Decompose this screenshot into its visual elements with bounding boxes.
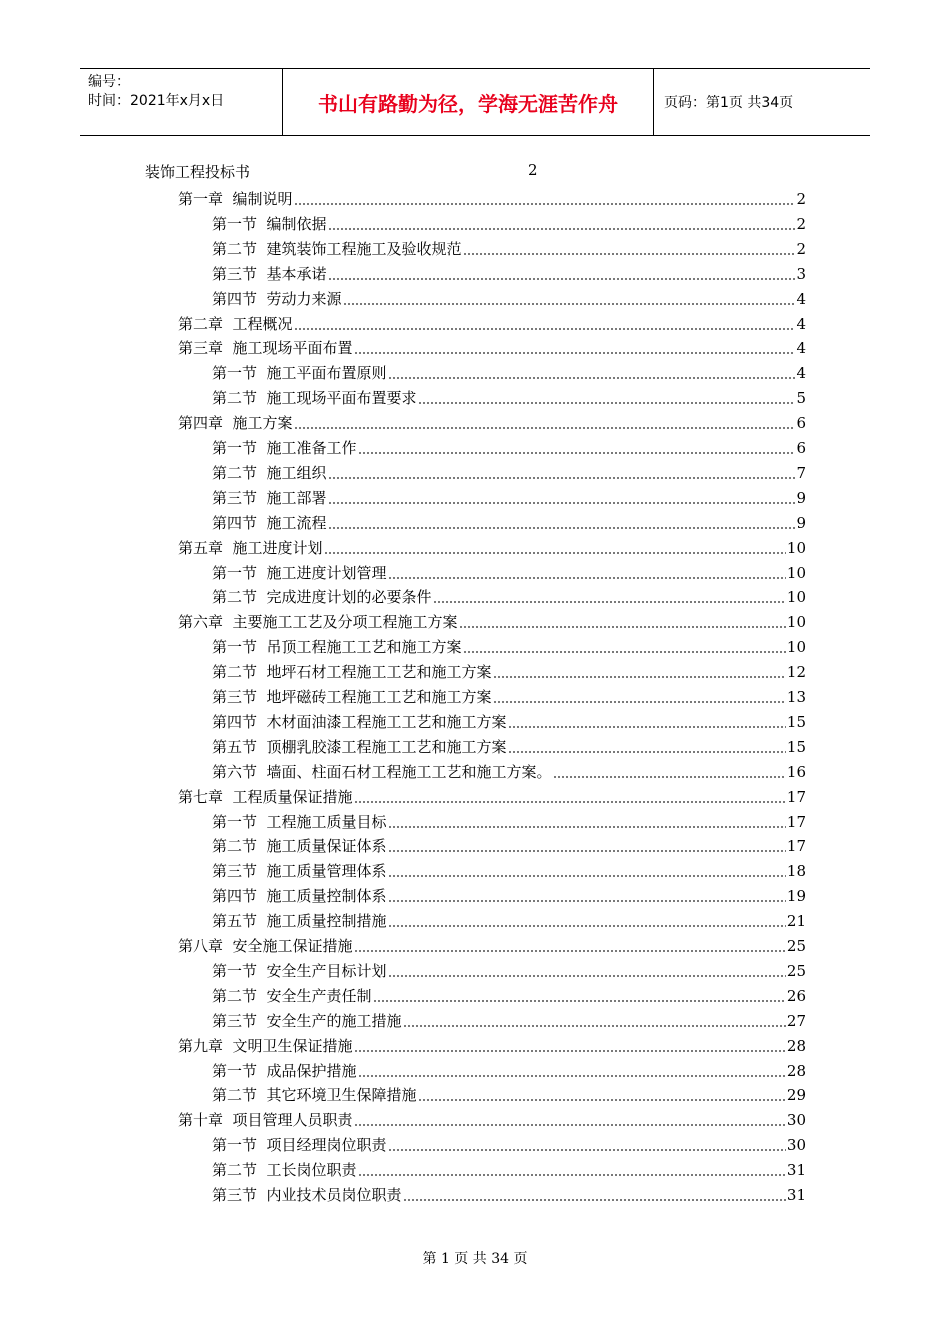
- toc-section-entry[interactable]: [212, 831, 806, 855]
- toc-page-number: 26: [786, 986, 806, 1005]
- toc-page-number: 2: [796, 190, 806, 208]
- toc-page-number: 25: [786, 961, 806, 980]
- toc-entry-title: 第六节 墙面、柱面石材工程施工工艺和施工方案。: [212, 762, 552, 781]
- toc-dot-leader: [373, 1000, 786, 1002]
- toc-dot-leader: [328, 477, 796, 479]
- toc-dot-leader: [358, 452, 796, 454]
- toc-entry-title: 第一节 施工平面布置原则: [212, 364, 387, 383]
- toc-chapter-entry[interactable]: [178, 333, 806, 357]
- toc-section-entry[interactable]: [212, 358, 806, 382]
- toc-entry-title: 第一节 吊顶工程施工工艺和施工方案: [212, 638, 462, 657]
- toc-section-entry[interactable]: [212, 558, 806, 582]
- toc-entry-title: 第九章 文明卫生保证措施: [178, 1036, 353, 1055]
- toc-section-entry[interactable]: [212, 1155, 806, 1179]
- toc-section-entry[interactable]: [212, 508, 806, 532]
- toc-section-entry[interactable]: [212, 881, 806, 905]
- toc-dot-leader: [324, 552, 786, 554]
- toc-dot-leader: [508, 726, 786, 728]
- toc-page-number: 3: [796, 264, 806, 283]
- toc-dot-leader: [358, 1174, 786, 1176]
- toc-entry-title: 第四节 木材面油漆工程施工工艺和施工方案: [212, 712, 507, 731]
- toc-dot-leader: [294, 328, 796, 330]
- toc-page-number: 30: [786, 1111, 806, 1130]
- toc-page-number: 10: [786, 613, 806, 632]
- toc-page-number: 4: [796, 314, 806, 333]
- toc-entry-title: 第一节 成品保护措施: [212, 1061, 357, 1080]
- toc-page-number: 6: [796, 414, 806, 433]
- toc-dot-leader: [294, 203, 796, 205]
- toc-dot-leader: [403, 1199, 786, 1201]
- toc-entry-title: 第十章 项目管理人员职责: [178, 1111, 353, 1130]
- header-date: 时间：2021年x月x日: [88, 93, 225, 109]
- toc-dot-leader: [294, 427, 796, 429]
- toc-entry-title: 第二节 地坪石材工程施工工艺和施工方案: [212, 663, 492, 682]
- toc-entry-title: 第五节 顶棚乳胶漆工程施工工艺和施工方案: [212, 737, 507, 756]
- toc-dot-leader: [388, 577, 786, 579]
- toc-dot-leader: [463, 253, 796, 255]
- header-number-label: 编号：: [88, 74, 130, 90]
- toc-entry-title: 第一节 工程施工质量目标: [212, 812, 387, 831]
- toc-dot-leader: [388, 975, 786, 977]
- toc-dot-leader: [354, 1050, 786, 1052]
- toc-entry-title: 第二节 施工质量保证体系: [212, 837, 387, 856]
- toc-chapter-entry[interactable]: [178, 607, 806, 631]
- toc-chapter-entry[interactable]: [178, 1105, 806, 1129]
- toc-dot-leader: [463, 651, 786, 653]
- toc-chapter-entry[interactable]: [178, 408, 806, 432]
- toc-section-entry[interactable]: [212, 682, 806, 706]
- toc-page-number: 10: [786, 638, 806, 657]
- toc-dot-leader: [354, 352, 796, 354]
- toc-dot-leader: [418, 402, 796, 404]
- toc-page-number: 7: [796, 463, 806, 482]
- toc-page-number: 27: [786, 1011, 806, 1030]
- toc-dot-leader: [403, 1025, 786, 1027]
- document-title: 装饰工程投标书: [145, 163, 251, 181]
- toc-dot-leader: [493, 701, 786, 703]
- toc-section-entry[interactable]: [212, 383, 806, 407]
- toc-chapter-entry[interactable]: [178, 931, 806, 955]
- toc-page-number: 16: [786, 762, 806, 781]
- document-title-number: 2: [528, 161, 538, 179]
- toc-section-entry[interactable]: [212, 1180, 806, 1204]
- toc-dot-leader: [388, 377, 796, 379]
- toc-entry-title: 第一节 编制依据: [212, 214, 327, 233]
- toc-entry-title: 第三节 基本承诺: [212, 264, 327, 283]
- toc-page-number: 4: [796, 289, 806, 308]
- toc-page-number: 19: [786, 887, 806, 906]
- toc-section-entry[interactable]: [212, 732, 806, 756]
- toc-section-entry[interactable]: [212, 981, 806, 1005]
- toc-dot-leader: [328, 502, 796, 504]
- header-page-info: 页码：第1页 共34页: [664, 95, 794, 111]
- toc-entry-title: 第二节 工长岗位职责: [212, 1161, 357, 1180]
- toc-dot-leader: [493, 676, 786, 678]
- toc-page-number: 31: [786, 1161, 806, 1180]
- toc-section-entry[interactable]: [212, 707, 806, 731]
- toc-page-number: 17: [786, 787, 806, 806]
- toc-page-number: 2: [796, 239, 806, 258]
- toc-dot-leader: [358, 1075, 786, 1077]
- toc-dot-leader: [354, 801, 786, 803]
- toc-entry-title: 第二节 施工组织: [212, 463, 327, 482]
- toc-chapter-entry[interactable]: [178, 1031, 806, 1055]
- toc-section-entry[interactable]: [212, 632, 806, 656]
- toc-page-number: 10: [786, 588, 806, 607]
- toc-entry-title: 第二节 施工现场平面布置要求: [212, 389, 417, 408]
- toc-entry-title: 第四章 施工方案: [178, 414, 293, 433]
- toc-dot-leader: [553, 776, 786, 778]
- toc-dot-leader: [388, 1149, 786, 1151]
- toc-section-entry[interactable]: [212, 906, 806, 930]
- toc-entry-title: 第四节 劳动力来源: [212, 289, 342, 308]
- toc-section-entry[interactable]: [212, 1006, 806, 1030]
- toc-section-entry[interactable]: [212, 582, 806, 606]
- toc-page-number: 9: [796, 513, 806, 532]
- toc-entry-title: 第二节 建筑装饰工程施工及验收规范: [212, 239, 462, 258]
- toc-section-entry[interactable]: [212, 209, 806, 233]
- toc-section-entry[interactable]: [212, 433, 806, 457]
- toc-dot-leader: [459, 626, 786, 628]
- toc-entry-title: 第三节 地坪磁砖工程施工工艺和施工方案: [212, 688, 492, 706]
- toc-dot-leader: [433, 601, 786, 603]
- toc-page-number: 2: [796, 214, 806, 233]
- toc-section-entry[interactable]: [212, 483, 806, 507]
- toc-section-entry[interactable]: [212, 807, 806, 831]
- toc-entry-title: 第三节 安全生产的施工措施: [212, 1011, 402, 1030]
- toc-dot-leader: [328, 527, 796, 529]
- toc-page-number: 6: [796, 439, 806, 457]
- toc-entry-title: 第四节 施工流程: [212, 513, 327, 532]
- toc-dot-leader: [388, 875, 786, 877]
- header-meta: [80, 69, 282, 135]
- toc-entry-title: 第六章 主要施工工艺及分项工程施工方案: [178, 613, 458, 632]
- toc-section-entry[interactable]: [212, 234, 806, 258]
- toc-page-number: 21: [786, 912, 806, 931]
- toc-entry-title: 第一章 编制说明: [178, 190, 293, 208]
- toc-section-entry[interactable]: [212, 657, 806, 681]
- toc-entry-title: 第一节 安全生产目标计划: [212, 961, 387, 980]
- toc-entry-title: 第三节 内业技术员岗位职责: [212, 1186, 402, 1204]
- toc-page-number: 17: [786, 812, 806, 831]
- toc-chapter-entry[interactable]: [178, 533, 806, 557]
- toc-entry-title: 第七章 工程质量保证措施: [178, 787, 353, 806]
- toc-section-entry[interactable]: [212, 1080, 806, 1104]
- toc-page-number: 10: [786, 538, 806, 557]
- toc-page-number: 15: [786, 737, 806, 756]
- toc-entry-title: 第五节 施工质量控制措施: [212, 912, 387, 931]
- toc-page-number: 29: [786, 1086, 806, 1105]
- toc-page-number: 18: [786, 862, 806, 881]
- toc-entry-title: 第三章 施工现场平面布置: [178, 339, 353, 358]
- toc-page-number: 13: [786, 688, 806, 706]
- toc-dot-leader: [343, 303, 796, 305]
- toc-dot-leader: [418, 1099, 786, 1101]
- toc-entry-title: 第二节 完成进度计划的必要条件: [212, 588, 432, 607]
- toc-entry-title: 第三节 施工质量管理体系: [212, 862, 387, 881]
- toc-page-number: 25: [786, 937, 806, 955]
- toc-section-entry[interactable]: [212, 458, 806, 482]
- toc-page-number: 9: [796, 488, 806, 507]
- toc-page-number: 12: [786, 663, 806, 682]
- toc-page-number: 28: [786, 1061, 806, 1080]
- toc-dot-leader: [388, 826, 786, 828]
- toc-entry-title: 第一节 项目经理岗位职责: [212, 1136, 387, 1155]
- toc-chapter-entry[interactable]: [178, 309, 806, 333]
- toc-section-entry[interactable]: [212, 259, 806, 283]
- toc-dot-leader: [328, 278, 796, 280]
- toc-section-entry[interactable]: [212, 757, 806, 781]
- toc-page-number: 30: [786, 1136, 806, 1155]
- toc-page-number: 17: [786, 837, 806, 856]
- toc-entry-title: 第一节 施工进度计划管理: [212, 563, 387, 582]
- toc-entry-title: 第二章 工程概况: [178, 314, 293, 333]
- toc-entry-title: 第三节 施工部署: [212, 488, 327, 507]
- toc-section-entry[interactable]: [212, 856, 806, 880]
- toc-page-number: 15: [786, 712, 806, 731]
- toc-page-number: 4: [796, 339, 806, 358]
- toc-entry-title: 第五章 施工进度计划: [178, 538, 323, 557]
- toc-dot-leader: [508, 751, 786, 753]
- toc-dot-leader: [328, 228, 796, 230]
- toc-dot-leader: [388, 925, 786, 927]
- toc-page-number: 10: [786, 563, 806, 582]
- toc-dot-leader: [388, 850, 786, 852]
- header-motto: 书山有路勤为径，学海无涯苦作舟: [282, 69, 654, 135]
- toc-page-number: 28: [786, 1036, 806, 1055]
- toc-entry-title: 第八章 安全施工保证措施: [178, 937, 353, 955]
- toc-section-entry[interactable]: [212, 1056, 806, 1080]
- toc-chapter-entry[interactable]: [178, 184, 806, 208]
- page-header: [80, 68, 870, 136]
- toc-chapter-entry[interactable]: [178, 782, 806, 806]
- toc-dot-leader: [354, 1124, 786, 1126]
- toc-section-entry[interactable]: [212, 956, 806, 980]
- toc-page-number: 5: [796, 389, 806, 408]
- toc-section-entry[interactable]: [212, 284, 806, 308]
- toc-entry-title: 第二节 安全生产责任制: [212, 986, 372, 1005]
- toc-entry-title: 第一节 施工准备工作: [212, 439, 357, 457]
- toc-page-number: 4: [796, 364, 806, 383]
- toc-entry-title: 第四节 施工质量控制体系: [212, 887, 387, 906]
- toc-page-number: 31: [786, 1186, 806, 1204]
- toc-entry-title: 第二节 其它环境卫生保障措施: [212, 1086, 417, 1105]
- toc-section-entry[interactable]: [212, 1130, 806, 1154]
- toc-dot-leader: [388, 900, 786, 902]
- toc-dot-leader: [354, 950, 786, 952]
- page-footer: 第 1 页 共 34 页: [422, 1251, 528, 1267]
